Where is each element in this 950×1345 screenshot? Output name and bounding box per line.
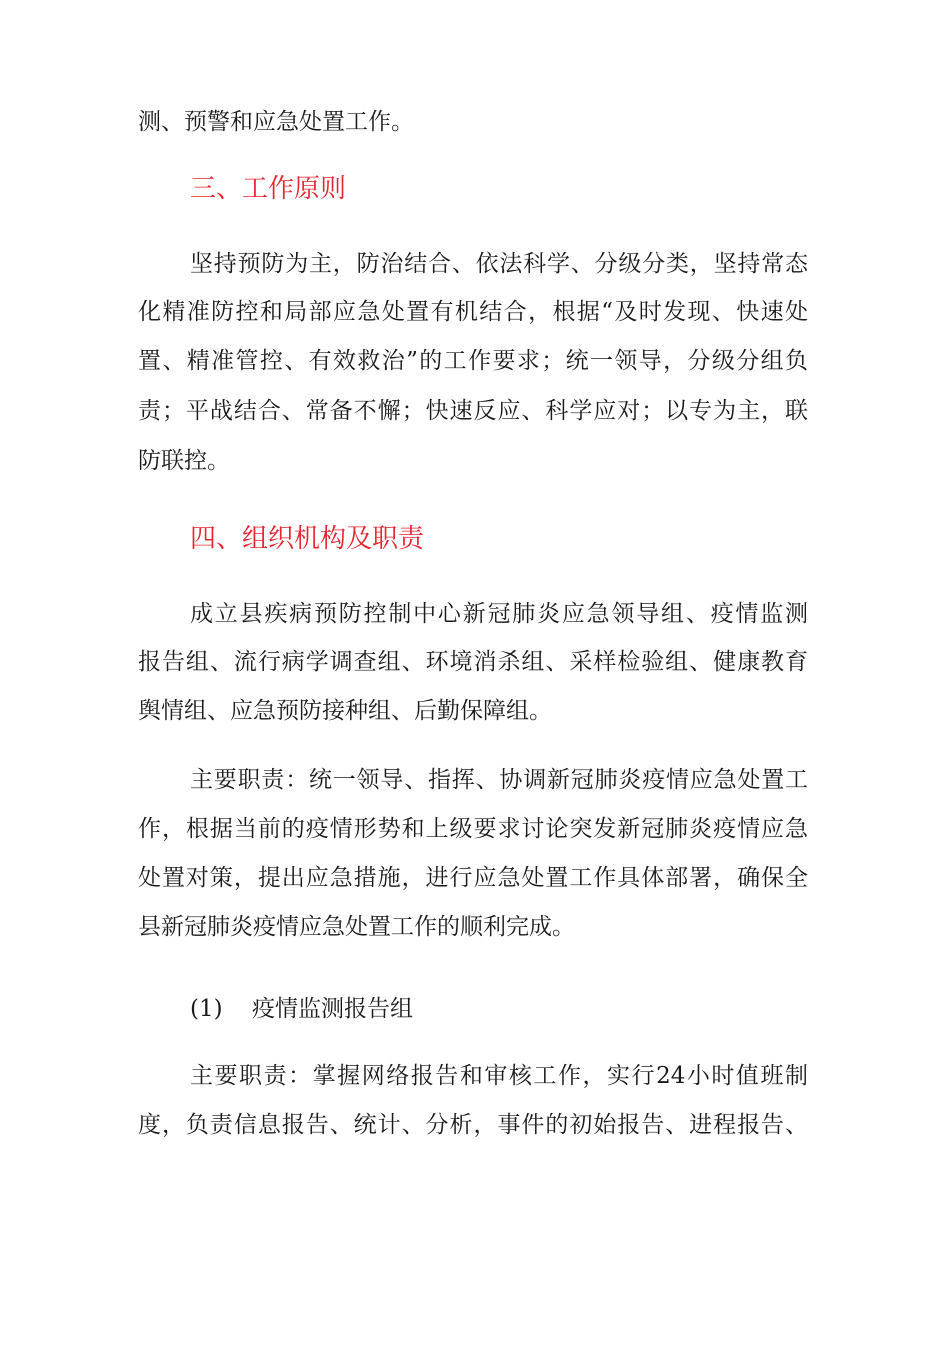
section-3-paragraph-line: 化精准防控和局部应急处置有机结合，根据“及时发现、快速处 bbox=[138, 299, 808, 325]
subsection-1-number: (1) bbox=[190, 996, 223, 1022]
section-3-paragraph-line: 置、精准管控、有效救治”的工作要求；统一领导，分级分组负 bbox=[138, 348, 808, 374]
subsection-1-paragraph-line: 主要职责：掌握网络报告和审核工作，实行24小时值班制 bbox=[190, 1063, 808, 1089]
section-4-paragraph-1-line: 成立县疾病预防控制中心新冠肺炎应急领导组、疫情监测 bbox=[190, 601, 808, 627]
section-4-paragraph-1-line: 报告组、流行病学调查组、环境消杀组、采样检验组、健康教育 bbox=[138, 649, 808, 675]
subsection-1-paragraph-line: 度，负责信息报告、统计、分析，事件的初始报告、进程报告、 bbox=[138, 1112, 808, 1138]
section-3-paragraph-line: 防联控。 bbox=[138, 448, 230, 474]
subsection-1-heading bbox=[190, 994, 413, 1024]
section-3-paragraph-line: 责；平战结合、常备不懈；快速反应、科学应对；以专为主，联 bbox=[138, 398, 808, 424]
section-4-paragraph-1-line: 舆情组、应急预防接种组、后勤保障组。 bbox=[138, 698, 552, 724]
intro-tail-line: 测、预警和应急处置工作。 bbox=[138, 109, 414, 135]
subsection-1-title: 疫情监测报告组 bbox=[252, 996, 413, 1022]
section-4-paragraph-2-line: 处置对策，提出应急措施，进行应急处置工作具体部署，确保全 bbox=[138, 865, 808, 891]
section-4-paragraph-2-line: 主要职责：统一领导、指挥、协调新冠肺炎疫情应急处置工 bbox=[190, 767, 808, 793]
section-4-heading: 四、组织机构及职责 bbox=[190, 524, 425, 554]
section-4-paragraph-2-line: 作，根据当前的疫情形势和上级要求讨论突发新冠肺炎疫情应急 bbox=[138, 816, 808, 842]
section-4-paragraph-2-line: 县新冠肺炎疫情应急处置工作的顺利完成。 bbox=[138, 914, 575, 940]
section-3-heading: 三、工作原则 bbox=[190, 174, 347, 204]
section-3-paragraph-line: 坚持预防为主，防治结合、依法科学、分级分类，坚持常态 bbox=[190, 251, 808, 277]
